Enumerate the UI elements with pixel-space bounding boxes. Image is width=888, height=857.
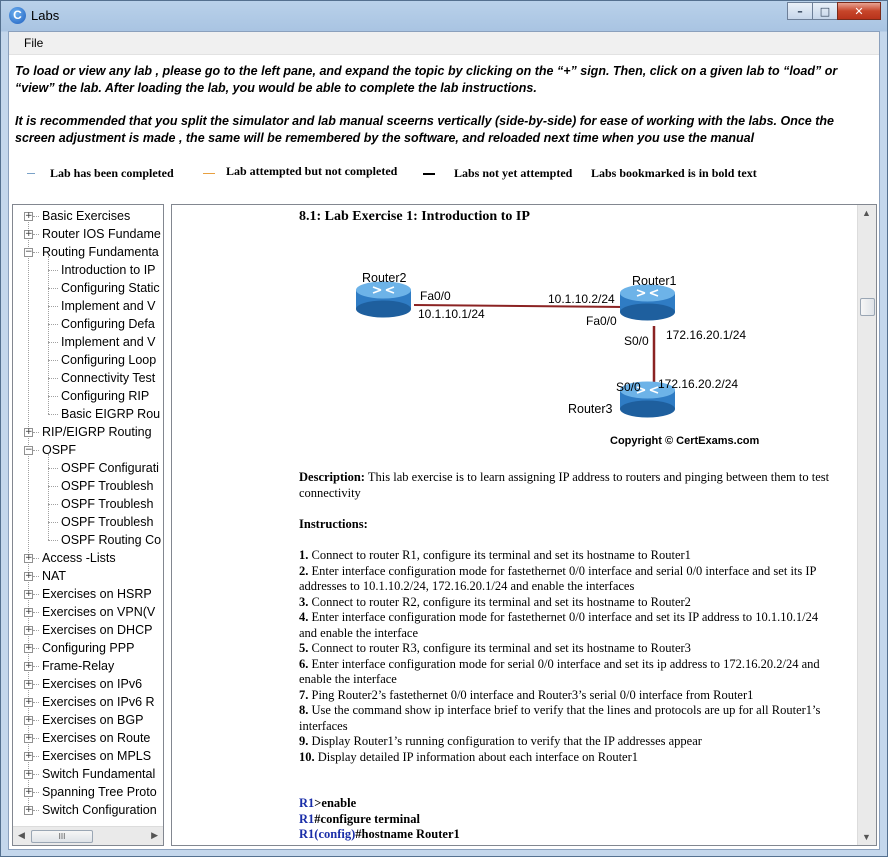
step-text: Enter interface configuration mode for fastethernet 0/0 interface and serial 0/0 interface and set its IP addresses to 10.1.10.2/24, 172.16.20.1/24 and enable the interfaces	[299, 563, 817, 593]
r3-s-ip: 172.16.20.2/24	[658, 377, 739, 391]
command-prompt: R1	[299, 796, 315, 810]
tree-connector	[33, 702, 39, 703]
tree-connector	[33, 630, 39, 631]
tree-category[interactable]: Exercises on IPv6 R	[42, 695, 155, 709]
document-scroll-thumb[interactable]	[860, 298, 875, 316]
expand-icon[interactable]: +	[25, 697, 33, 707]
legend-attempted: Lab attempted but not completed	[226, 164, 398, 178]
r3-s-interface: S0/0	[616, 380, 641, 394]
tree-connector	[33, 432, 39, 433]
minimize-button[interactable]: –	[787, 2, 813, 20]
command-text: #hostname Router1	[355, 827, 460, 841]
tree-category[interactable]: Frame-Relay	[42, 659, 115, 673]
step-number: 10.	[299, 749, 315, 764]
expand-icon[interactable]: +	[25, 805, 33, 815]
instruction-step	[299, 641, 839, 657]
step-text: Connect to router R2, configure its terminal and set its hostname to Router2	[308, 594, 691, 609]
tree-connector	[33, 756, 39, 757]
tree-connector	[48, 324, 58, 325]
title-bar[interactable]	[1, 1, 887, 31]
tree-lab-item[interactable]: Implement and V	[61, 335, 156, 349]
step-number: 8.	[299, 703, 309, 717]
tree-lab-item[interactable]: OSPF Troublesh	[61, 515, 154, 529]
tree-connector	[48, 288, 58, 289]
menu-file[interactable]: File	[24, 36, 44, 50]
instruction-step	[299, 548, 839, 564]
tree-lab-item[interactable]: Configuring Loop	[61, 353, 157, 367]
intro-instructions: To load or view any lab , please go to the left pane, and expand the topic by clicking on the “+” sign. Then, click on a given lab to “load” or “view” the lab. After loading the lab, you would be able to complete the lab instructions.	[15, 64, 838, 95]
expand-icon[interactable]: +	[25, 607, 33, 617]
instruction-step	[299, 688, 839, 704]
instruction-step	[299, 703, 839, 734]
step-number: 2.	[299, 563, 309, 578]
document-vertical-scrollbar[interactable]	[857, 205, 876, 845]
diagram-copyright: Copyright © CertExams.com	[610, 435, 760, 447]
lab-document-pane	[171, 204, 877, 846]
command-text: >enable	[314, 796, 357, 810]
tree-connector	[48, 414, 58, 415]
expand-icon[interactable]: +	[25, 229, 33, 239]
expand-icon[interactable]: +	[25, 715, 33, 725]
expand-icon[interactable]: +	[25, 571, 33, 581]
tree-connector	[33, 216, 39, 217]
step-text: Enter interface configuration mode for fastethernet 0/0 interface and set its IP address to 10.1.10.1/24 and enable the interface	[299, 610, 819, 640]
tree-connector	[48, 540, 58, 541]
tree-category[interactable]: Access -Lists	[42, 551, 116, 565]
legend-not-attempted: Labs not yet attempted	[454, 166, 573, 180]
expand-icon[interactable]: +	[25, 733, 33, 743]
tree-lab-item[interactable]: Implement and V	[61, 299, 156, 313]
step-number: 6.	[299, 656, 309, 671]
tree-category[interactable]: Exercises on Route	[42, 731, 151, 745]
expand-icon[interactable]: +	[25, 769, 33, 779]
expand-icon[interactable]: +	[25, 787, 33, 797]
tree-category[interactable]: Switch Configuration	[42, 803, 157, 817]
r2-fa-interface: Fa0/0	[420, 289, 451, 303]
instruction-step	[299, 750, 839, 766]
legend	[21, 164, 871, 184]
intro-recommendation: It is recommended that you split the simulator and lab manual sceerns vertically (side-by-side) for ease of working with the labs. Once the screen adjustment is made , the same will be remembered by the software, and reloaded next time when you use the manual	[15, 114, 834, 145]
step-text: Enter interface configuration mode for serial 0/0 interface and set its ip address to 172.16.20.2/24 and enable the interface	[299, 656, 820, 686]
tree-connector	[48, 360, 58, 361]
expand-icon[interactable]: +	[25, 427, 33, 437]
window-controls	[788, 2, 881, 20]
tree-category[interactable]: Exercises on DHCP	[42, 623, 153, 637]
tree-scroll-thumb[interactable]: III	[31, 830, 93, 843]
client-area	[8, 31, 880, 850]
legend-not-attempted-swatch	[423, 173, 435, 175]
description-label: Description:	[299, 470, 365, 484]
step-number: 7.	[299, 687, 309, 702]
expand-icon[interactable]: +	[25, 625, 33, 635]
step-number: 3.	[299, 594, 309, 609]
step-text: Display detailed IP information about each interface on Router1	[314, 749, 639, 764]
tree-category[interactable]: Router IOS Fundame	[42, 227, 161, 241]
tree-horizontal-scrollbar[interactable]	[13, 826, 163, 845]
router3-label: Router3	[568, 402, 613, 416]
tree-lab-item[interactable]: OSPF Troublesh	[61, 497, 154, 511]
instruction-step	[299, 595, 839, 611]
cortexams-logo-icon: C	[9, 7, 26, 24]
scroll-left-icon[interactable]: ◀	[18, 830, 25, 840]
step-number: 9.	[299, 734, 309, 748]
router1-label: Router1	[632, 274, 677, 288]
tree-lab-item[interactable]: Connectivity Test	[61, 371, 156, 385]
tree-connector	[33, 252, 39, 253]
tree-category[interactable]: Spanning Tree Proto	[42, 785, 157, 799]
tree-category[interactable]: Routing Fundamenta	[42, 245, 159, 259]
tree-category[interactable]: OSPF	[42, 443, 77, 457]
expand-icon[interactable]: +	[25, 553, 33, 563]
command-line	[299, 812, 420, 828]
step-text: Display Router1’s running configuration to verify that the IP addresses appear	[308, 734, 702, 748]
tree-connector	[33, 738, 39, 739]
tree-lab-item[interactable]: Configuring Static	[61, 281, 160, 295]
tree-connector	[33, 774, 39, 775]
tree-connector	[33, 666, 39, 667]
lab-tree-pane	[12, 204, 164, 846]
tree-connector	[33, 558, 39, 559]
step-text: Use the command show ip interface brief to verify that the lines and protocols are up for all Router1’s interfaces	[299, 703, 821, 733]
command-line	[299, 796, 356, 812]
legend-completed: Lab has been completed	[50, 166, 174, 180]
legend-attempted-swatch	[203, 173, 215, 174]
description-text: This lab exercise is to learn assigning IP address to routers and pinging between them to test connectivity	[299, 470, 830, 500]
tree-category[interactable]: Basic Exercises	[42, 209, 131, 223]
tree-connector	[33, 450, 39, 451]
tree-connector	[33, 810, 39, 811]
tree-category[interactable]: Switch Fundamental	[42, 767, 156, 781]
maximize-button[interactable]: □	[812, 2, 838, 20]
tree-category[interactable]: NAT	[42, 569, 67, 583]
router2-icon	[356, 282, 411, 318]
legend-completed-swatch	[27, 173, 35, 174]
tree-category[interactable]: Configuring PPP	[42, 641, 135, 655]
expand-icon[interactable]: +	[25, 211, 33, 221]
step-text: Connect to router R1, configure its terminal and set its hostname to Router1	[308, 548, 691, 562]
r1-s-ip: 172.16.20.1/24	[666, 328, 747, 342]
tree-connector	[48, 396, 58, 397]
tree-connector	[48, 270, 58, 271]
command-prompt: R1(config)	[299, 827, 356, 841]
tree-category[interactable]: Exercises on HSRP	[42, 587, 152, 601]
collapse-icon[interactable]: −	[25, 445, 33, 455]
scroll-down-icon[interactable]: ▼	[862, 832, 871, 842]
instructions-label: Instructions:	[299, 517, 368, 531]
expand-icon[interactable]: +	[25, 751, 33, 761]
menu-bar	[9, 32, 879, 55]
tree-connector	[33, 576, 39, 577]
legend-bookmarked: Labs bookmarked is in bold text	[591, 166, 757, 180]
tree-lab-item[interactable]: OSPF Troublesh	[61, 479, 154, 493]
router1-icon	[620, 285, 675, 321]
step-text: Ping Router2’s fastethernet 0/0 interface and Router3’s serial 0/0 interface from Router1	[308, 687, 754, 702]
command-prompt: R1	[299, 811, 315, 826]
tree-connector	[33, 594, 39, 595]
lab-tree[interactable]	[13, 205, 163, 827]
instruction-steps	[299, 548, 839, 765]
lab-heading: 8.1: Lab Exercise 1: Introduction to IP	[299, 209, 530, 224]
step-number: 5.	[299, 641, 309, 655]
tree-guide-line	[48, 454, 49, 540]
tree-category[interactable]: Exercises on VPN(V	[42, 605, 156, 619]
tree-lab-item[interactable]: Configuring RIP	[61, 389, 150, 403]
tree-connector	[48, 342, 58, 343]
tree-lab-item[interactable]: OSPF Configurati	[61, 461, 159, 475]
collapse-icon[interactable]: −	[25, 247, 33, 257]
expand-icon[interactable]: +	[25, 661, 33, 671]
lab-description	[299, 470, 839, 501]
tree-lab-item[interactable]: Basic EIGRP Rou	[61, 407, 161, 421]
instruction-step	[299, 564, 839, 595]
tree-guide-line	[28, 215, 29, 815]
tree-connector	[48, 378, 58, 379]
instruction-step	[299, 657, 839, 688]
step-number: 4.	[299, 610, 309, 624]
tree-connector	[33, 720, 39, 721]
tree-connector	[48, 306, 58, 307]
tree-category[interactable]: Exercises on MPLS	[42, 749, 152, 763]
step-number: 1.	[299, 548, 309, 562]
tree-connector	[33, 684, 39, 685]
scroll-up-icon[interactable]: ▲	[862, 208, 871, 218]
expand-icon[interactable]: +	[25, 679, 33, 689]
r1-s-interface: S0/0	[624, 334, 649, 348]
command-line	[299, 827, 460, 843]
tree-category[interactable]: Exercises on IPv6	[42, 677, 143, 691]
tree-category[interactable]: Exercises on BGP	[42, 713, 144, 727]
tree-category[interactable]: RIP/EIGRP Routing	[42, 425, 152, 439]
tree-connector	[48, 504, 58, 505]
router2-label: Router2	[362, 271, 407, 285]
scroll-right-icon[interactable]: ▶	[151, 830, 158, 840]
tree-connector	[48, 486, 58, 487]
tree-connector	[33, 792, 39, 793]
step-text: Connect to router R3, configure its terminal and set its hostname to Router3	[308, 641, 691, 655]
tree-lab-item[interactable]: Introduction to IP	[61, 263, 156, 277]
tree-lab-item[interactable]: OSPF Routing Co	[61, 533, 162, 547]
command-text: #configure terminal	[314, 811, 420, 826]
tree-connector	[33, 648, 39, 649]
tree-connector	[48, 522, 58, 523]
r1-fa-interface: Fa0/0	[586, 314, 617, 328]
instruction-step	[299, 734, 839, 750]
instruction-step	[299, 610, 839, 641]
tree-connector	[33, 234, 39, 235]
lab-document	[172, 205, 858, 845]
tree-connector	[48, 468, 58, 469]
r2-fa-ip: 10.1.10.1/24	[418, 307, 485, 321]
tree-connector	[33, 612, 39, 613]
close-button[interactable]: ✕	[837, 2, 881, 20]
window-title: Labs	[31, 8, 60, 23]
r1-fa-ip: 10.1.10.2/24	[548, 292, 615, 306]
tree-guide-line	[48, 256, 49, 414]
expand-icon[interactable]: +	[25, 589, 33, 599]
network-topology-diagram	[352, 260, 772, 455]
expand-icon[interactable]: +	[25, 643, 33, 653]
tree-lab-item[interactable]: Configuring Defa	[61, 317, 155, 331]
